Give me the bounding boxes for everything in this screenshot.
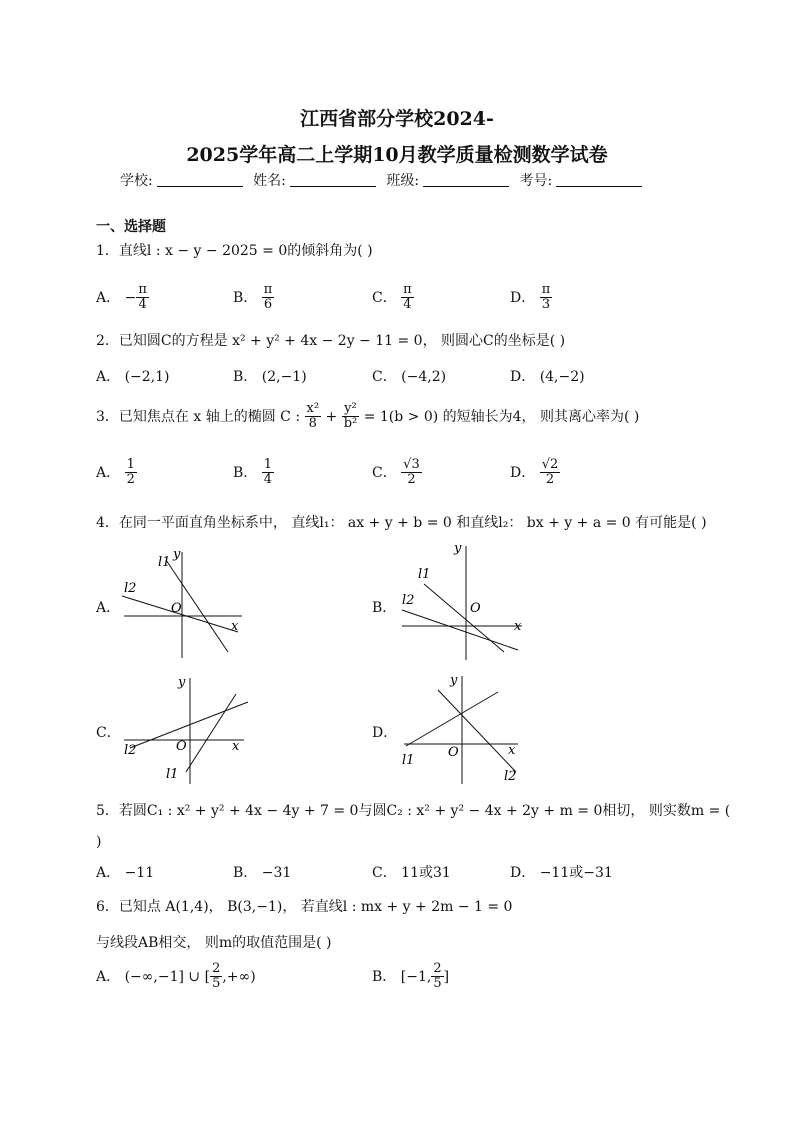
q4-graph-b (396, 540, 526, 662)
option-fraction: $\frac{\pi}{6}$ (263, 282, 273, 313)
option-fraction: $\frac{√2}{2}$ (541, 457, 559, 488)
q2-option-b[interactable] (233, 366, 307, 386)
q2-option-a[interactable] (96, 366, 170, 386)
option-letter: C． (372, 289, 397, 306)
option-text: −11或−31 (539, 865, 613, 881)
x-label: x (514, 619, 522, 634)
exam-number-blank[interactable] (556, 186, 642, 187)
option-fraction: $\frac{2}{5}$ (433, 961, 442, 992)
question-5-stem: 5．若圆C₁ : x² + y² + 4x − 4y + 7 = 0与圆C₂ : x² + y² − 4x + 2y + m = 0相切， 则实数m = ( (96, 803, 731, 819)
question-1-stem: 1．直线l : x − y − 2025 = 0的倾斜角为( ) (96, 243, 373, 259)
stem-fraction: $\frac{\text{y²}}{\text{b²}}$ (343, 401, 358, 432)
option-letter: B． (233, 464, 258, 481)
q3-option-d[interactable] (510, 458, 560, 488)
title-line-1: 江西省部分学校2024- (300, 108, 494, 130)
q5-option-a[interactable] (96, 862, 154, 882)
option-letter: A． (96, 289, 121, 306)
l2-label: l2 (504, 769, 517, 784)
q4-option-a[interactable]: A． (96, 600, 121, 616)
option-text: (−∞,−1] ∪ [ (124, 968, 211, 985)
option-letter: A． (96, 968, 121, 985)
option-letter: C． (372, 865, 397, 881)
q1-option-c[interactable] (372, 283, 414, 313)
option-letter: B． (233, 865, 258, 881)
option-text: 11或31 (401, 865, 451, 881)
option-letter: B． (372, 968, 397, 985)
q5-option-b[interactable] (233, 862, 291, 882)
q3-option-b[interactable] (233, 458, 274, 488)
origin-label: O (171, 601, 182, 616)
class-blank[interactable] (423, 186, 509, 187)
y-label: y (450, 673, 458, 688)
line-l1 (186, 694, 236, 772)
option-fraction: $\frac{√3}{2}$ (403, 457, 420, 488)
q5-option-c[interactable] (372, 862, 451, 882)
option-fraction: $\frac{\pi}{4}$ (403, 282, 412, 313)
q4-option-d[interactable]: D． (372, 725, 398, 741)
l1-label: l1 (166, 767, 179, 782)
l1-label: l1 (402, 753, 415, 768)
y-label: y (454, 541, 462, 556)
student-info (120, 170, 648, 190)
option-text: [−1, (400, 968, 432, 985)
option-text: (−2,1) (124, 369, 170, 385)
name-blank[interactable] (290, 186, 376, 187)
l1-label: l1 (158, 555, 171, 570)
q4-graph-a (118, 548, 248, 660)
option-text: (−4,2) (401, 369, 447, 385)
q2-option-d[interactable] (510, 366, 585, 386)
section-heading: 一、选择题 (96, 219, 166, 235)
stem-part: 3．已知焦点在 x 轴上的椭圆 C : (96, 408, 301, 425)
option-fraction: $\frac{2}{5}$ (212, 961, 221, 992)
q4-graph-c (118, 674, 252, 786)
option-text: ] (443, 968, 450, 985)
question-5-stem-cont: ) (96, 834, 102, 850)
q4-graph-d (398, 672, 526, 786)
option-letter: C． (372, 464, 397, 481)
stem-part: + (325, 408, 338, 425)
line-l2 (402, 610, 518, 650)
l2-label: l2 (402, 593, 415, 608)
option-fraction: $\frac{1}{4}$ (263, 457, 273, 488)
line-l2 (130, 702, 248, 748)
option-text: ,+∞) (222, 968, 256, 985)
school-blank[interactable] (157, 186, 243, 187)
option-letter: A． (96, 369, 121, 385)
option-letter: A． (96, 464, 121, 481)
q5-option-d[interactable] (510, 862, 613, 882)
option-fraction: $\frac{\pi}{4}$ (138, 282, 147, 313)
title-line-2: 2025学年高二上学期10月教学质量检测数学试卷 (186, 144, 608, 166)
x-label: x (232, 739, 240, 754)
origin-label: O (470, 601, 481, 616)
option-letter: D． (510, 369, 536, 385)
option-letter: A． (96, 865, 121, 881)
y-label: y (178, 675, 186, 690)
y-label: y (173, 548, 181, 562)
question-2-stem: 2．已知圆C的方程是 x² + y² + 4x − 2y − 11 = 0， 则圆心C的坐标是( ) (96, 333, 566, 349)
line-l1 (424, 584, 504, 652)
question-6-stem-cont: 与线段AB相交， 则m的取值范围是( ) (96, 935, 332, 951)
option-text: (4,−2) (539, 369, 585, 385)
school-label: 学校: (120, 173, 153, 189)
l2-label: l2 (124, 581, 137, 596)
question-4-stem: 4．在同一平面直角坐标系中， 直线l₁： ax + y + b = 0 和直线l₂： bx + y + a = 0 有可能是( ) (96, 515, 707, 531)
l1-label: l1 (418, 567, 431, 582)
stem-part: = 1(b > 0) 的短轴长为4， 则其离心率为( ) (363, 408, 640, 425)
option-letter: B． (233, 289, 258, 306)
q4-option-c[interactable]: C． (96, 725, 121, 741)
option-letter: C． (372, 369, 397, 385)
q1-option-a[interactable] (96, 283, 149, 313)
origin-label: O (448, 745, 459, 760)
option-sign: − (124, 289, 137, 306)
l2-label: l2 (124, 743, 137, 758)
option-fraction: $\frac{1}{2}$ (126, 457, 135, 488)
q2-option-c[interactable] (372, 366, 446, 386)
option-letter: B． (233, 369, 258, 385)
q3-option-a[interactable] (96, 458, 137, 488)
option-text: (2,−1) (261, 369, 307, 385)
q3-option-c[interactable] (372, 458, 422, 488)
question-6-stem: 6．已知点 A(1,4)， B(3,−1)， 若直线l : mx + y + 2m − 1 = 0 (96, 899, 513, 915)
option-letter: D． (510, 865, 536, 881)
stem-fraction: $\frac{\text{x²}}{8}$ (306, 401, 320, 432)
option-letter: D． (510, 464, 536, 481)
q4-option-b[interactable]: B． (372, 600, 397, 616)
x-label: x (231, 619, 239, 634)
option-text: −11 (124, 865, 155, 881)
q6-option-b[interactable] (372, 962, 449, 992)
origin-label: O (176, 739, 187, 754)
exam-number-label: 考号: (519, 173, 553, 189)
option-fraction: $\frac{\pi}{3}$ (541, 282, 551, 313)
q1-option-b[interactable] (233, 283, 274, 313)
option-text: −31 (261, 865, 292, 881)
name-label: 姓名: (253, 173, 286, 189)
q6-option-a[interactable] (96, 962, 256, 992)
question-3-stem (96, 402, 639, 432)
class-label: 班级: (386, 173, 420, 189)
q1-option-d[interactable] (510, 283, 552, 313)
option-letter: D． (510, 289, 536, 306)
x-label: x (508, 743, 516, 758)
